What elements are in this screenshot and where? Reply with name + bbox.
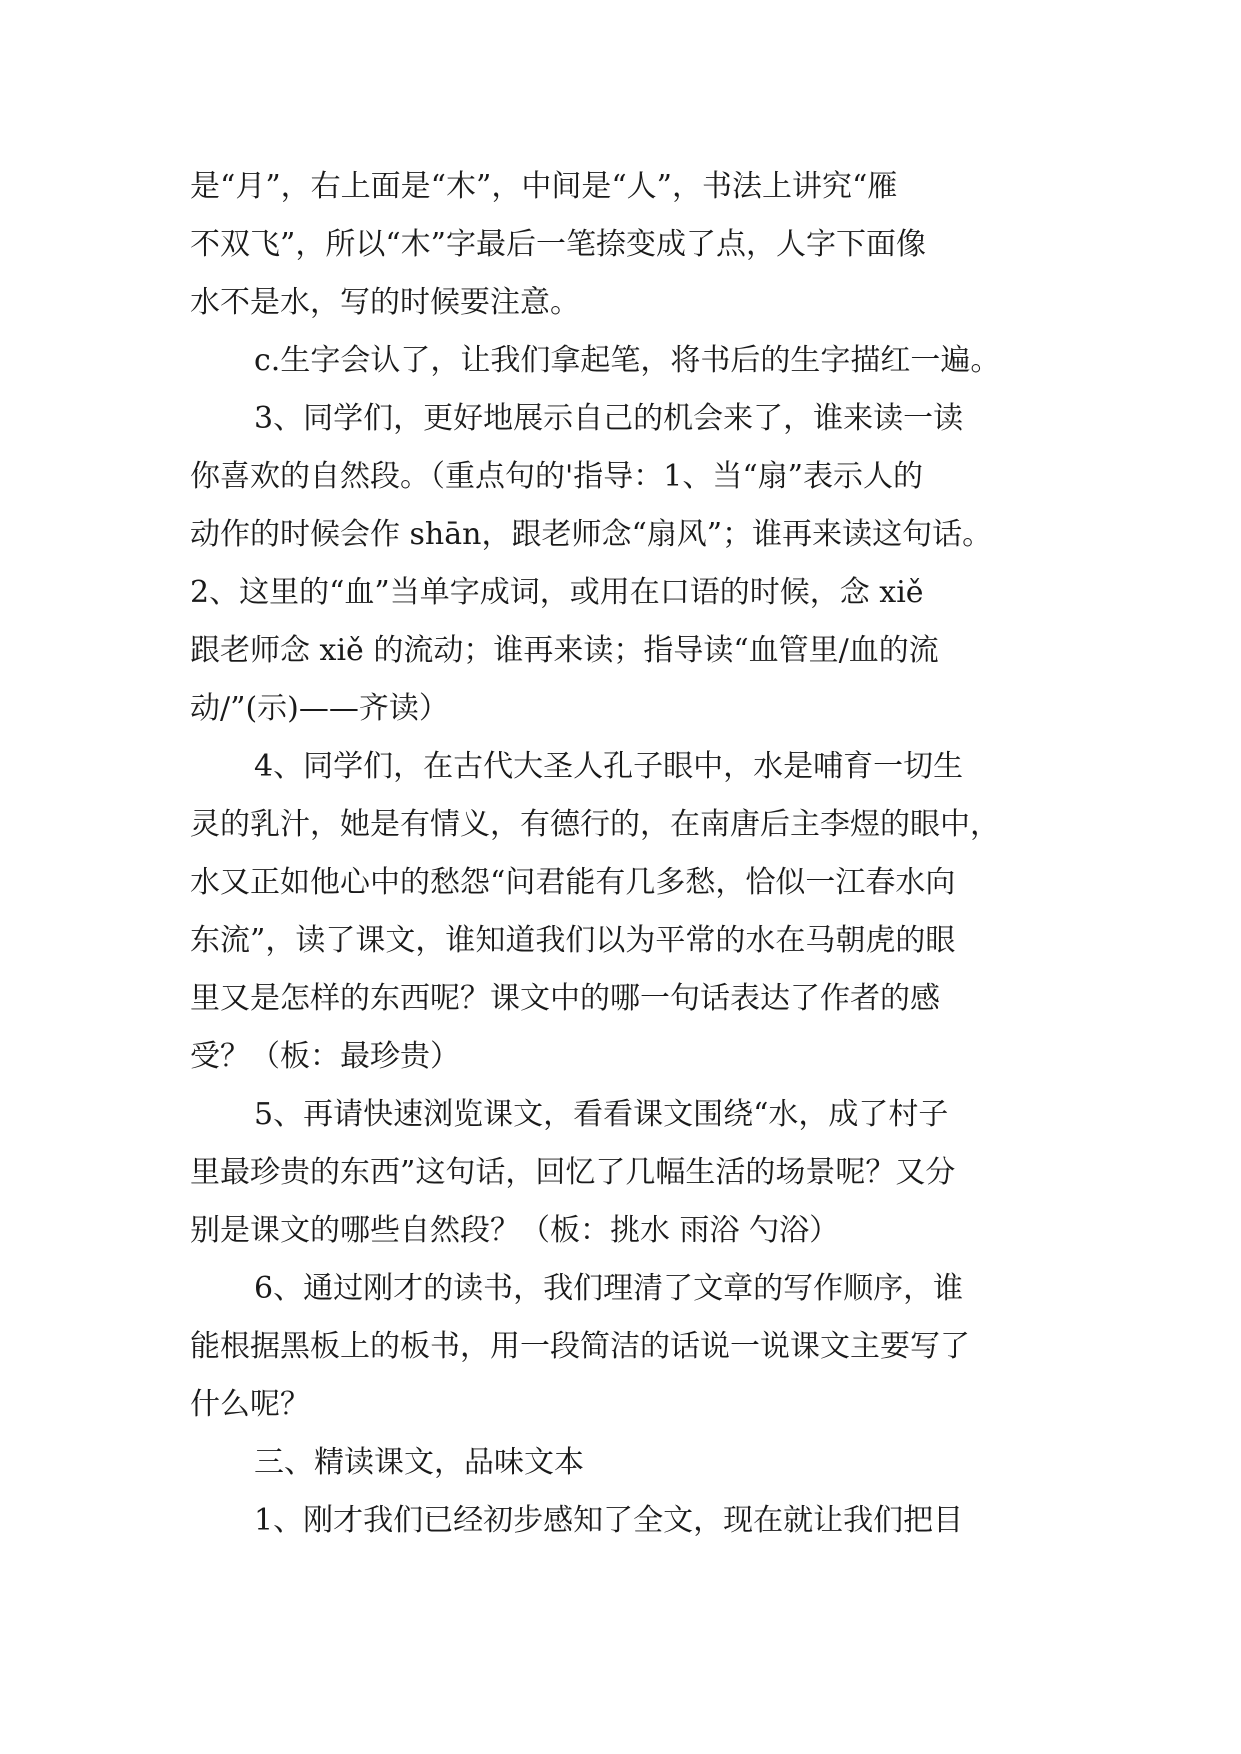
text-line: 什么呢？ bbox=[190, 1387, 310, 1422]
text-line: 1、刚才我们已经初步感知了全文，现在就让我们把目 bbox=[254, 1503, 964, 1538]
text-line: 里又是怎样的东西呢？课文中的哪一句话表达了作者的感 bbox=[190, 981, 940, 1016]
text-line: c.生字会认了，让我们拿起笔，将书后的生字描红一遍。 bbox=[254, 343, 1001, 378]
text-line: 水不是水，写的时候要注意。 bbox=[190, 285, 580, 320]
text-line: 6、通过刚才的读书，我们理清了文章的写作顺序，谁 bbox=[254, 1271, 964, 1306]
text-line: 跟老师念 xiě 的流动；谁再来读；指导读“血管里/血的流 bbox=[190, 633, 939, 668]
text-line: 3、同学们，更好地展示自己的机会来了，谁来读一读 bbox=[254, 401, 964, 436]
text-line: 受？（板：最珍贵） bbox=[190, 1039, 460, 1074]
text-line: 2、这里的“血”当单字成词，或用在口语的时候，念 xiě bbox=[190, 575, 924, 610]
text-line: 你喜欢的自然段。（重点句的'指导：1、当“扇”表示人的 bbox=[190, 459, 924, 494]
text-line: 能根据黑板上的板书，用一段简洁的话说一说课文主要写了 bbox=[190, 1329, 970, 1364]
text-line: 灵的乳汁，她是有情义，有德行的，在南唐后主李煜的眼中， bbox=[190, 807, 1000, 842]
text-line: 动/”(示)——齐读） bbox=[190, 691, 449, 726]
text-line: 东流”，读了课文，谁知道我们以为平常的水在马朝虎的眼 bbox=[190, 923, 956, 958]
text-line: 水又正如他心中的愁怨“问君能有几多愁，恰似一江春水向 bbox=[190, 865, 956, 900]
section-heading: 三、精读课文，品味文本 bbox=[254, 1445, 584, 1480]
text-line: 别是课文的哪些自然段？（板：挑水 雨浴 勺浴） bbox=[190, 1213, 840, 1248]
text-line: 4、同学们，在古代大圣人孔子眼中，水是哺育一切生 bbox=[254, 749, 964, 784]
text-line: 动作的时候会作 shān，跟老师念“扇风”；谁再来读这句话。 bbox=[190, 517, 993, 552]
text-line: 里最珍贵的东西”这句话，回忆了几幅生活的场景呢？又分 bbox=[190, 1155, 956, 1190]
text-line: 不双飞”，所以“木”字最后一笔捺变成了点，人字下面像 bbox=[190, 227, 927, 262]
text-line: 5、再请快速浏览课文，看看课文围绕“水，成了村子 bbox=[254, 1097, 949, 1132]
document-body bbox=[190, 158, 1060, 1550]
text-line: 是“月”，右上面是“木”，中间是“人”，书法上讲究“雁 bbox=[190, 169, 898, 204]
